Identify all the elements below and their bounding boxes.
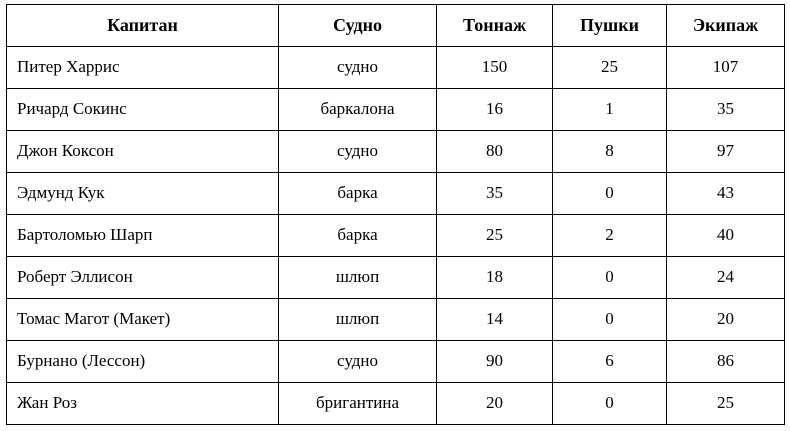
cell-guns: 0 bbox=[553, 299, 667, 341]
cell-ship: баркалона bbox=[279, 89, 437, 131]
cell-guns: 0 bbox=[553, 173, 667, 215]
column-header-crew: Экипаж bbox=[667, 5, 785, 47]
column-header-guns: Пушки bbox=[553, 5, 667, 47]
table-row bbox=[7, 215, 785, 257]
table-row bbox=[7, 341, 785, 383]
cell-captain: Роберт Эллисон bbox=[7, 257, 279, 299]
cell-guns: 25 bbox=[553, 47, 667, 89]
cell-crew: 24 bbox=[667, 257, 785, 299]
table-row bbox=[7, 299, 785, 341]
cell-ship: барка bbox=[279, 215, 437, 257]
cell-guns: 1 bbox=[553, 89, 667, 131]
cell-crew: 86 bbox=[667, 341, 785, 383]
cell-captain: Бурнано (Лессон) bbox=[7, 341, 279, 383]
column-header-tonnage: Тоннаж bbox=[437, 5, 553, 47]
cell-crew: 20 bbox=[667, 299, 785, 341]
cell-tonnage: 18 bbox=[437, 257, 553, 299]
cell-ship: судно bbox=[279, 47, 437, 89]
cell-tonnage: 14 bbox=[437, 299, 553, 341]
cell-captain: Эдмунд Кук bbox=[7, 173, 279, 215]
table-row bbox=[7, 173, 785, 215]
table-header-row bbox=[7, 5, 785, 47]
cell-captain: Бартоломью Шарп bbox=[7, 215, 279, 257]
cell-captain: Жан Роз bbox=[7, 383, 279, 425]
cell-tonnage: 90 bbox=[437, 341, 553, 383]
cell-captain: Томас Магот (Макет) bbox=[7, 299, 279, 341]
cell-guns: 8 bbox=[553, 131, 667, 173]
cell-crew: 43 bbox=[667, 173, 785, 215]
table-row bbox=[7, 257, 785, 299]
table-row bbox=[7, 47, 785, 89]
cell-captain: Питер Харрис bbox=[7, 47, 279, 89]
table-row bbox=[7, 383, 785, 425]
cell-guns: 6 bbox=[553, 341, 667, 383]
cell-tonnage: 20 bbox=[437, 383, 553, 425]
cell-ship: шлюп bbox=[279, 299, 437, 341]
column-header-captain: Капитан bbox=[7, 5, 279, 47]
table-row bbox=[7, 89, 785, 131]
cell-captain: Ричард Сокинс bbox=[7, 89, 279, 131]
cell-crew: 107 bbox=[667, 47, 785, 89]
cell-captain: Джон Коксон bbox=[7, 131, 279, 173]
table-body bbox=[7, 47, 785, 425]
cell-crew: 35 bbox=[667, 89, 785, 131]
column-header-ship: Судно bbox=[279, 5, 437, 47]
cell-crew: 97 bbox=[667, 131, 785, 173]
cell-ship: шлюп bbox=[279, 257, 437, 299]
cell-crew: 25 bbox=[667, 383, 785, 425]
cell-ship: судно bbox=[279, 341, 437, 383]
cell-tonnage: 150 bbox=[437, 47, 553, 89]
cell-tonnage: 80 bbox=[437, 131, 553, 173]
table-header bbox=[7, 5, 785, 47]
cell-guns: 0 bbox=[553, 257, 667, 299]
cell-tonnage: 25 bbox=[437, 215, 553, 257]
captains-table bbox=[6, 4, 785, 425]
cell-tonnage: 35 bbox=[437, 173, 553, 215]
cell-ship: судно bbox=[279, 131, 437, 173]
cell-guns: 2 bbox=[553, 215, 667, 257]
cell-ship: барка bbox=[279, 173, 437, 215]
cell-tonnage: 16 bbox=[437, 89, 553, 131]
table-row bbox=[7, 131, 785, 173]
cell-crew: 40 bbox=[667, 215, 785, 257]
cell-ship: бригантина bbox=[279, 383, 437, 425]
cell-guns: 0 bbox=[553, 383, 667, 425]
